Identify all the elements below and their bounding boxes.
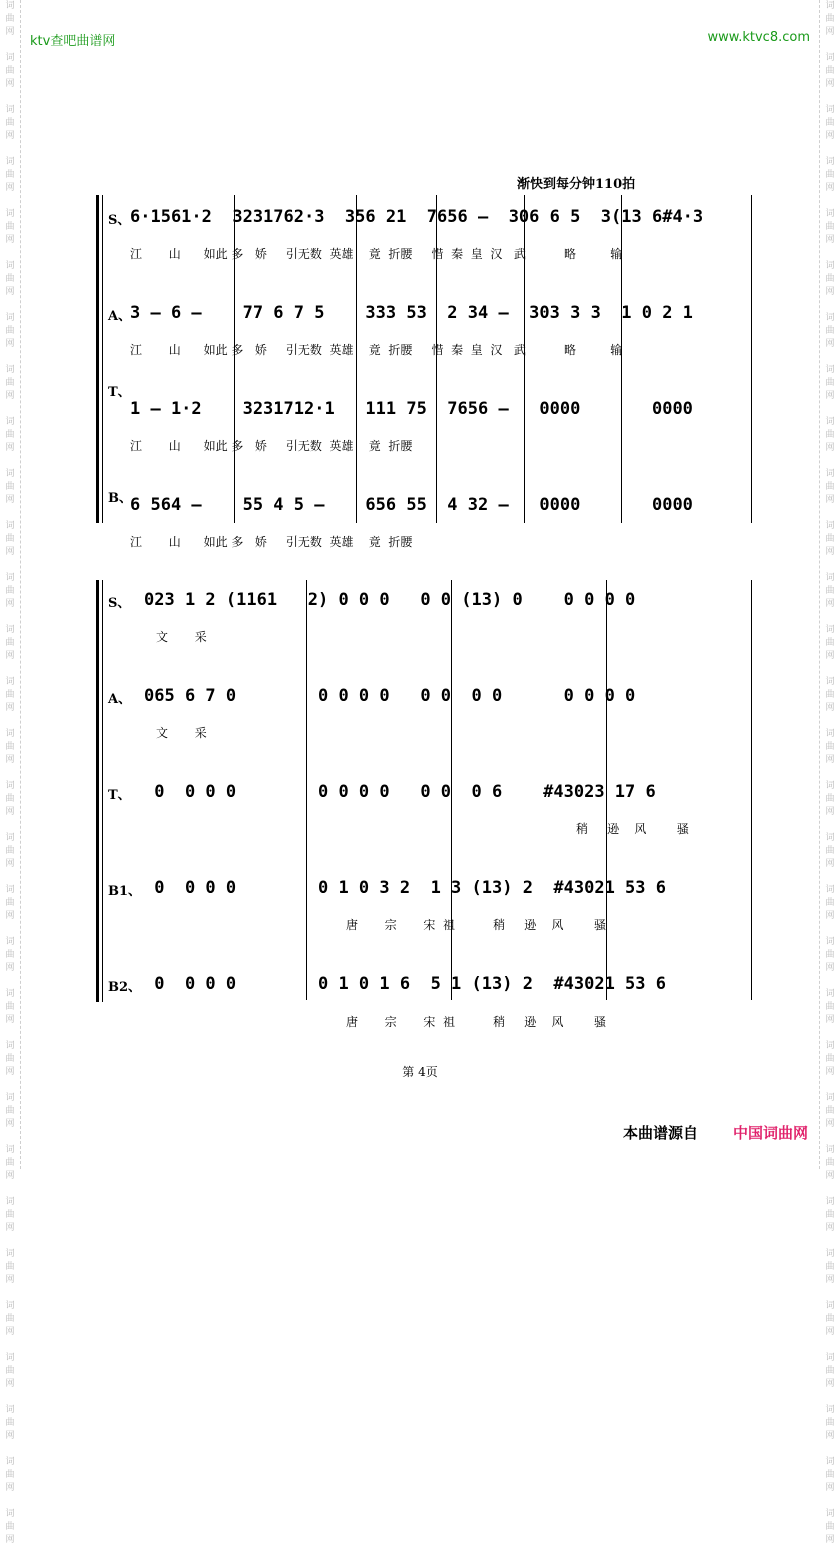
left-margin-line [20, 0, 21, 1169]
voice-notes: 6·1561·2 3231762·3 356 21 7656 – 306 6 5 3(13 6#4·3 [130, 207, 704, 227]
voice-lyrics: 唐 宗 宋 祖 稍 逊 风 骚 [346, 1015, 607, 1029]
voice-notes: 1 – 1·2 3231712·1 111 75 7656 – 0000 0000 [130, 399, 693, 419]
left-margin-watermark: 词 曲 网 词 曲 网 词 曲 网 词 曲 网 词 曲 网 词 曲 网 词 曲 网 词 曲 网 词 曲 网 词 曲 网 词 曲 网 词 曲 网 词 曲 网 词 曲 网 词 曲 网 词 曲 网 词 曲 网 词 曲 网 词 曲 网 词 曲 网 词 曲 网 词 曲 网 词 曲 网 词 曲 网 词 曲 网 词 曲 网 词 曲 网 词 曲 网 词 曲 网 词 曲 网 [5, 1, 15, 1545]
system-bracket-line [102, 195, 103, 523]
voice-label: B、 [108, 491, 132, 506]
voice-notes: 0 0 0 0 0 1 0 3 2 1 3 (13) 2 #43021 53 6 [144, 878, 666, 898]
voice-label: S、 [108, 596, 131, 611]
voice-label: B2、 [108, 980, 142, 995]
system-bracket [96, 580, 99, 1002]
voice-notes: 3 – 6 – 77 6 7 5 333 53 2 34 – 303 3 3 1 0 2 1 [130, 303, 693, 323]
page-number: 第 4页 [402, 1065, 438, 1079]
score-system-1 [96, 195, 756, 525]
voice-lyrics: 稍 逊 风 骚 [576, 822, 689, 836]
voice-lyrics: 江 山 如此 多 娇 引无数 英雄 竟 折腰 惜 秦 皇 汉 武 略 输 [130, 247, 623, 261]
voice-lyrics: 文 采 [156, 726, 207, 740]
voice-notes: 023 1 2 (1161 2) 0 0 0 0 0 (13) 0 0 0 0 0 [144, 590, 636, 610]
system-bracket [96, 195, 99, 523]
voice-label: S、 [108, 213, 131, 228]
header-site-url[interactable]: www.ktvc8.com [707, 30, 810, 45]
barline [751, 195, 752, 523]
barline [751, 580, 752, 1000]
source-site-name[interactable]: 中国词曲网 [732, 1124, 808, 1142]
voice-notes: 0 0 0 0 0 0 0 0 0 0 0 6 #43023 17 6 [144, 782, 656, 802]
voice-label: B1、 [108, 884, 142, 899]
voice-lyrics: 江 山 如此 多 娇 引无数 英雄 竟 折腰 惜 秦 皇 汉 武 略 输 [130, 343, 623, 357]
system-bracket-line [102, 580, 103, 1002]
right-margin-line [819, 0, 820, 1169]
voice-label: T、 [108, 385, 131, 400]
score-system-2 [96, 580, 756, 1005]
header-site-name[interactable]: ktv查吧曲谱网 [30, 34, 116, 49]
voice-notes: 065 6 7 0 0 0 0 0 0 0 0 0 0 0 0 0 [144, 686, 636, 706]
voice-lyrics: 江 山 如此 多 娇 引无数 英雄 竟 折腰 [130, 535, 413, 549]
voice-lyrics: 唐 宗 宋 祖 稍 逊 风 骚 [346, 918, 607, 932]
tempo-marking: 渐快到每分钟110拍 [517, 177, 636, 192]
right-margin-watermark: 词 曲 网 词 曲 网 词 曲 网 词 曲 网 词 曲 网 词 曲 网 词 曲 网 词 曲 网 词 曲 网 词 曲 网 词 曲 网 词 曲 网 词 曲 网 词 曲 网 词 曲 网 词 曲 网 词 曲 网 词 曲 网 词 曲 网 词 曲 网 词 曲 网 词 曲 网 词 曲 网 词 曲 网 词 曲 网 词 曲 网 词 曲 网 词 曲 网 词 曲 网 词 曲 网 [825, 1, 835, 1545]
voice-label: A、 [108, 309, 132, 324]
voice-label: A、 [108, 692, 132, 707]
voice-notes: 6 564 – 55 4 5 – 656 55 4 32 – 0000 0000 [130, 495, 693, 515]
source-label: 本曲谱源自 [622, 1124, 698, 1142]
voice-lyrics: 江 山 如此 多 娇 引无数 英雄 竟 折腰 [130, 439, 413, 453]
voice-notes: 0 0 0 0 0 1 0 1 6 5 1 (13) 2 #43021 53 6 [144, 974, 666, 994]
voice-label: T、 [108, 788, 131, 803]
voice-lyrics: 文 采 [156, 630, 207, 644]
